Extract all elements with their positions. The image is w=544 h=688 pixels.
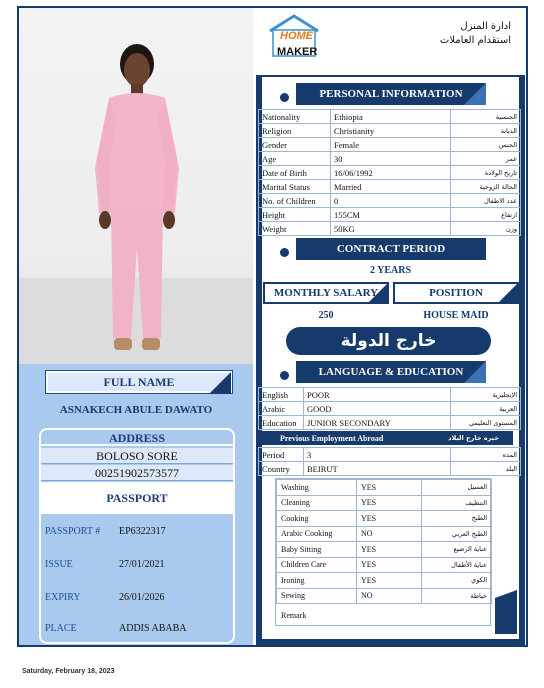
- row-value: Christianity: [331, 124, 451, 138]
- right-column: [256, 8, 525, 645]
- table-row: [277, 588, 492, 604]
- row-label: Arabic: [259, 402, 304, 416]
- row-label: Country: [259, 462, 304, 476]
- corner-triangle-icon: [209, 372, 231, 394]
- row-label-ar: المستوى التعليمي: [451, 416, 521, 430]
- row-label: Age: [259, 152, 331, 166]
- row-label: Sewing: [277, 588, 357, 604]
- position-label: POSITION: [429, 287, 483, 299]
- language-header: [296, 361, 486, 383]
- row-label: Arabic Cooking: [277, 526, 357, 542]
- candidate-photo: [19, 8, 253, 364]
- row-value: 30: [331, 152, 451, 166]
- row-value: NO: [357, 588, 422, 604]
- left-column: [19, 8, 253, 645]
- previous-employment-header: [256, 431, 513, 445]
- row-label-ar: خياطة: [422, 588, 492, 604]
- table-row: [277, 542, 492, 558]
- passport-label: PASSPORT: [41, 482, 233, 514]
- table-row: [259, 194, 521, 208]
- arabic-title-line-1: ادارة المنزل: [460, 21, 511, 32]
- row-label: Education: [259, 416, 304, 430]
- table-row: [259, 222, 521, 236]
- monthly-salary-label-box: [263, 282, 389, 304]
- candidate-figure: [19, 8, 253, 364]
- skills-table: [276, 479, 492, 604]
- monthly-salary-value: 250: [318, 310, 334, 321]
- row-label: Cleaning: [277, 495, 357, 511]
- row-value: 50KG: [331, 222, 451, 236]
- row-value: 3: [304, 448, 451, 462]
- row-value: Married: [331, 180, 451, 194]
- row-value: YES: [357, 542, 422, 558]
- header-bar: [256, 8, 525, 77]
- table-row: [277, 480, 492, 496]
- identity-panel: [19, 364, 253, 645]
- row-value: JUNIOR SECONDARY: [304, 416, 451, 430]
- row-value: 155CM: [331, 208, 451, 222]
- table-row: [259, 462, 521, 476]
- footer-date: Saturday, February 18, 2023: [22, 668, 115, 675]
- row-value: YES: [357, 557, 422, 573]
- row-label-ar: وزن: [451, 222, 521, 236]
- previous-employment-title-ar: خبره خارج البلاد: [448, 434, 499, 442]
- row-label-ar: العربية: [451, 402, 521, 416]
- table-row: [277, 495, 492, 511]
- row-value: Ethiopia: [331, 110, 451, 124]
- row-label: Period: [259, 448, 304, 462]
- row-value: BEIRUT: [304, 462, 451, 476]
- passport-issue-label: ISSUE: [45, 559, 73, 570]
- full-name-label: FULL NAME: [103, 374, 175, 389]
- address-line-1: BOLOSO SORE: [41, 448, 233, 464]
- row-value: NO: [357, 526, 422, 542]
- language-title: LANGUAGE & EDUCATION: [318, 366, 464, 378]
- row-value: YES: [357, 480, 422, 496]
- passport-place-label: PLACE: [45, 623, 77, 634]
- bullet-dot-icon: [280, 371, 289, 380]
- row-label-ar: عناية الرضيع: [422, 542, 492, 558]
- arabic-title-line-2: استقدام العاملات: [439, 35, 511, 46]
- passport-expiry-label: EXPIRY: [45, 592, 81, 603]
- table-row: [259, 124, 521, 138]
- row-value: POOR: [304, 388, 451, 402]
- row-label-ar: المده: [451, 448, 521, 462]
- row-label-ar: الطبخ: [422, 511, 492, 527]
- passport-place-row: [45, 623, 231, 634]
- abroad-banner: خارج الدولة: [286, 327, 491, 355]
- table-row: [259, 138, 521, 152]
- remark-label: Remark: [281, 611, 307, 620]
- row-value: YES: [357, 495, 422, 511]
- row-label: Baby Sitting: [277, 542, 357, 558]
- row-label: Religion: [259, 124, 331, 138]
- previous-employment-title: Previous Employment Abroad: [280, 433, 384, 443]
- table-row: [259, 416, 521, 430]
- personal-info-table: [258, 109, 521, 236]
- row-label: Children Care: [277, 557, 357, 573]
- personal-info-title: PERSONAL INFORMATION: [319, 88, 463, 100]
- row-label-ar: الحالة الزوجية: [451, 180, 521, 194]
- row-label-ar: الجنسية: [451, 110, 521, 124]
- skills-box: [275, 478, 491, 626]
- passport-expiry-value: 26/01/2026: [119, 592, 165, 603]
- monthly-salary-label: MONTHLY SALARY: [273, 287, 379, 299]
- address-label: ADDRESS: [41, 430, 233, 446]
- table-row: [277, 573, 492, 589]
- row-label: Ironing: [277, 573, 357, 589]
- language-table: [258, 387, 521, 430]
- table-row: [259, 152, 521, 166]
- full-name-label-box: [46, 371, 232, 393]
- row-value: 16/06/1992: [331, 166, 451, 180]
- table-row: [259, 110, 521, 124]
- corner-triangle-icon: [498, 283, 518, 303]
- passport-number-value: EP6322317: [119, 526, 166, 537]
- full-name-value: ASNAKECH ABULE DAWATO: [59, 404, 213, 416]
- table-row: [277, 557, 492, 573]
- table-row: [259, 180, 521, 194]
- table-row: [277, 526, 492, 542]
- passport-number-label: PASSPORT #: [45, 526, 101, 537]
- personal-info-header: [296, 83, 486, 105]
- contract-period-value: 2 YEARS: [369, 265, 412, 276]
- row-label-ar: الغسيل: [422, 480, 492, 496]
- row-value: 0: [331, 194, 451, 208]
- row-label-ar: تاريخ الولادة: [451, 166, 521, 180]
- contract-title: CONTRACT PERIOD: [336, 243, 446, 255]
- passport-expiry-row: [45, 592, 231, 603]
- passport-issue-row: [45, 559, 231, 570]
- position-value: HOUSE MAID: [423, 310, 489, 321]
- address-line-2: 00251902573577: [41, 465, 233, 481]
- row-label: Gender: [259, 138, 331, 152]
- row-label: Height: [259, 208, 331, 222]
- row-value: YES: [357, 511, 422, 527]
- row-value: Female: [331, 138, 451, 152]
- corner-triangle-icon: [368, 283, 388, 303]
- row-label: No. of Children: [259, 194, 331, 208]
- row-value: YES: [357, 573, 422, 589]
- logo-maker-text: MAKER: [277, 46, 318, 58]
- logo-home-text: HOME: [280, 30, 313, 42]
- table-row: [259, 448, 521, 462]
- header-corner-icon: [464, 83, 486, 105]
- contract-header: [296, 238, 486, 260]
- header-corner-icon: [464, 361, 486, 383]
- table-row: [259, 166, 521, 180]
- table-row: [259, 402, 521, 416]
- row-label-ar: الديانة: [451, 124, 521, 138]
- row-value: GOOD: [304, 402, 451, 416]
- row-label-ar: عدد الاطفال: [451, 194, 521, 208]
- table-row: [259, 208, 521, 222]
- row-label-ar: الإنجليزية: [451, 388, 521, 402]
- row-label-ar: ارتفاع: [451, 208, 521, 222]
- passport-number-row: [45, 526, 231, 537]
- row-label: Cooking: [277, 511, 357, 527]
- previous-employment-table: [258, 447, 521, 476]
- position-label-box: [393, 282, 519, 304]
- row-label-ar: التنظيف: [422, 495, 492, 511]
- row-label: Weight: [259, 222, 331, 236]
- row-label-ar: عمر: [451, 152, 521, 166]
- arabic-title: [440, 20, 511, 48]
- row-label: Nationality: [259, 110, 331, 124]
- bullet-dot-icon: [280, 93, 289, 102]
- row-label-ar: الجنس: [451, 138, 521, 152]
- row-label-ar: البلد: [451, 462, 521, 476]
- row-label: English: [259, 388, 304, 402]
- row-label: Washing: [277, 480, 357, 496]
- passport-place-value: ADDIS ABABA: [119, 623, 187, 634]
- row-label-ar: الطبخ العربي: [422, 526, 492, 542]
- bullet-dot-icon: [280, 248, 289, 257]
- passport-issue-value: 27/01/2021: [119, 559, 165, 570]
- address-passport-card: [39, 428, 235, 644]
- row-label-ar: عناية الأطفال: [422, 557, 492, 573]
- row-label-ar: الكوي: [422, 573, 492, 589]
- row-label: Marital Status: [259, 180, 331, 194]
- decorative-corner-stripe: [495, 568, 517, 634]
- table-row: [259, 388, 521, 402]
- table-row: [277, 511, 492, 527]
- row-label: Date of Birth: [259, 166, 331, 180]
- home-maker-logo: [264, 13, 326, 58]
